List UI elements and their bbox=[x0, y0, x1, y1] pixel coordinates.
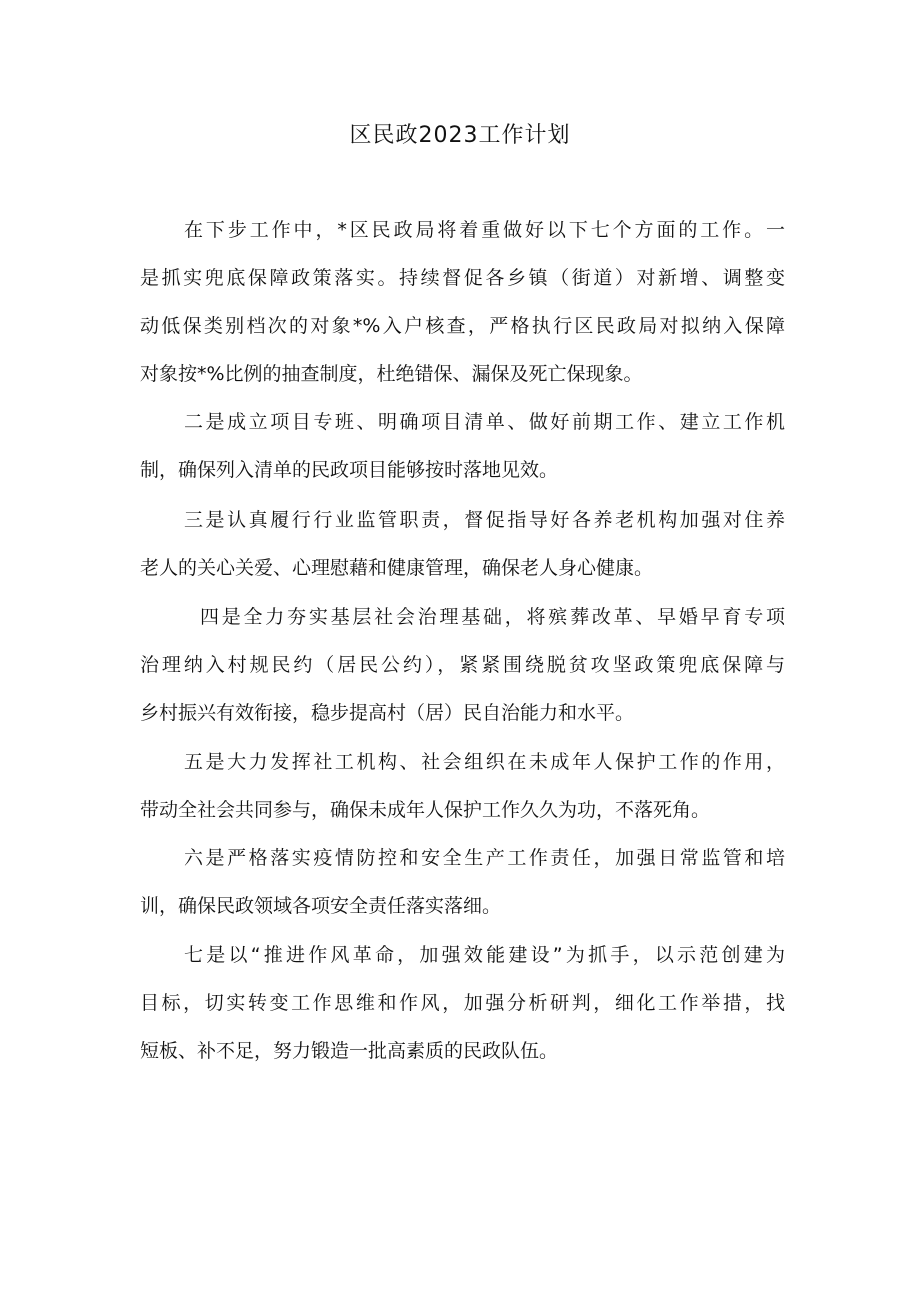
paragraph-line: 在下步工作中，*区民政局将着重做好以下七个方面的工作。一 bbox=[184, 219, 785, 241]
paragraph-line: 制，确保列入清单的民政项目能够按时落地见效。 bbox=[140, 459, 559, 481]
paragraph-3 bbox=[140, 496, 785, 592]
paragraph-line: 老人的关心关爱、心理慰藉和健康管理，确保老人身心健康。 bbox=[140, 557, 654, 579]
paragraph-line: 三是认真履行行业监管职责，督促指导好各养老机构加强对住养 bbox=[184, 509, 785, 531]
paragraph-line: 四是全力夯实基层社会治理基础，将殡葬改革、早婚早育专项 bbox=[200, 606, 785, 628]
paragraph-line: 二是成立项目专班、明确项目清单、做好前期工作、建立工作机 bbox=[184, 411, 785, 433]
paragraph-line: 七是以“推进作风革命，加强效能建设”为抓手，以示范创建为 bbox=[184, 944, 785, 966]
paragraph-line: 乡村振兴有效衔接，稳步提高村（居）民自治能力和水平。 bbox=[140, 702, 635, 724]
paragraph-line: 治理纳入村规民约（居民公约），紧紧围绕脱贫攻坚政策兜底保障与 bbox=[140, 654, 785, 676]
paragraph-6 bbox=[140, 834, 785, 930]
paragraph-line: 五是大力发挥社工机构、社会组织在未成年人保护工作的作用， bbox=[184, 751, 785, 773]
paragraph-line: 是抓实兜底保障政策落实。持续督促各乡镇（街道）对新增、调整变 bbox=[140, 267, 785, 289]
page-title: 区民政2023工作计划 bbox=[349, 123, 571, 148]
paragraph-line: 对象按*%比例的抽查制度，杜绝错保、漏保及死亡保现象。 bbox=[140, 363, 643, 385]
paragraph-4 bbox=[140, 593, 785, 737]
paragraph-line: 六是严格落实疫情防控和安全生产工作责任，加强日常监管和培 bbox=[184, 847, 785, 869]
paragraph-line: 训，确保民政领域各项安全责任落实落细。 bbox=[140, 895, 502, 917]
paragraph-line: 目标，切实转变工作思维和作风，加强分析研判，细化工作举措，找 bbox=[140, 992, 785, 1014]
paragraph-5 bbox=[140, 738, 785, 834]
paragraph-line: 动低保类别档次的对象*%入户核查，严格执行区民政局对拟纳入保障 bbox=[140, 315, 785, 337]
paragraph-2 bbox=[140, 398, 785, 494]
paragraph-line: 短板、补不足，努力锻造一批高素质的民政队伍。 bbox=[140, 1040, 559, 1062]
paragraph-line: 带动全社会共同参与，确保未成年人保护工作久久为功，不落死角。 bbox=[140, 799, 711, 821]
paragraph-1 bbox=[140, 206, 785, 398]
paragraph-7 bbox=[140, 931, 785, 1075]
